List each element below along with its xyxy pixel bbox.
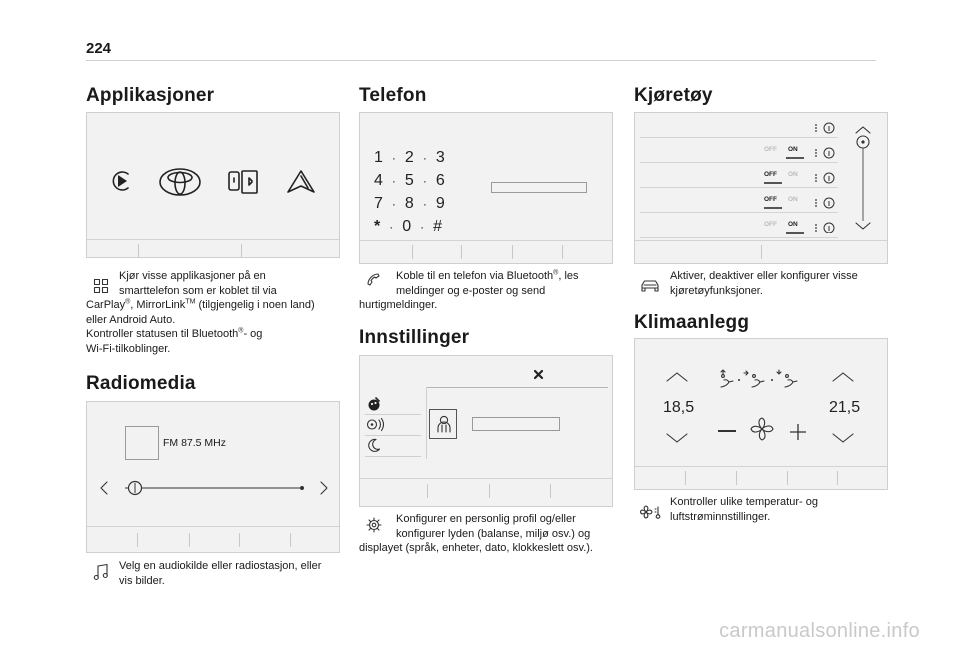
color-palette-icon[interactable] — [367, 397, 381, 411]
vehicle-toggle-2[interactable]: OFF ON — [764, 171, 806, 181]
radio-screen — [86, 401, 340, 553]
apps-title: Applikasjoner — [86, 85, 215, 106]
vehicle-screen — [634, 112, 888, 264]
profile-person-icon — [436, 415, 452, 433]
apps-desc-line: Wi-Fi-tilkoblinger. — [86, 342, 171, 355]
settings-desc-line: Konfigurer en personlig profil og/eller — [396, 513, 576, 525]
night-mode-moon-icon[interactable] — [367, 438, 381, 452]
car-icon — [640, 279, 660, 293]
climate-description — [670, 495, 900, 524]
dial-row-4: * · 0 · # — [374, 218, 443, 235]
temp-left-down-icon[interactable] — [665, 432, 689, 444]
profile-name-field[interactable] — [472, 417, 560, 431]
sound-settings-icon[interactable] — [366, 417, 386, 432]
temp-right-down-icon[interactable] — [831, 432, 855, 444]
temp-right-value: 21,5 — [829, 399, 861, 416]
carplay-icon — [108, 168, 134, 194]
settings-desc-line: displayet (språk, enheter, dato, klokkeslett osv.). — [359, 542, 593, 554]
mirrorlink-icon — [227, 169, 259, 195]
climate-screen — [634, 338, 888, 490]
settings-screen — [359, 355, 613, 507]
phone-title: Telefon — [359, 85, 427, 106]
settings-side-divider — [426, 387, 427, 459]
climate-desc-line: luftstrøminnstillinger. — [670, 510, 771, 523]
vehicle-row-menu-icons[interactable] — [813, 121, 839, 233]
vehicle-toggle-4[interactable]: OFF ON — [764, 221, 806, 231]
phone-desc-line: meldinger og e-poster og send — [396, 284, 546, 297]
vehicle-toggle-1[interactable]: OFF ON — [764, 146, 806, 156]
temp-left-up-icon[interactable] — [665, 371, 689, 383]
apps-screen — [86, 112, 340, 258]
album-art-box — [125, 426, 159, 460]
header-rule — [86, 60, 876, 61]
profile-button[interactable] — [429, 409, 457, 439]
vehicle-scrollbar[interactable] — [853, 125, 873, 231]
apps-desc-line: eller Android Auto. — [86, 313, 176, 326]
vehicle-title: Kjøretøy — [634, 85, 713, 106]
climate-fan-temp-icon — [640, 505, 662, 519]
dial-row-1: 1 · 2 · 3 — [374, 149, 445, 166]
fan-speed-icon[interactable] — [749, 416, 775, 442]
toyota-logo-icon — [158, 167, 202, 197]
apps-desc-line: Kjør visse applikasjoner på en — [119, 270, 266, 282]
airflow-direction-icons[interactable] — [719, 369, 807, 389]
watermark: carmanualsonline.info — [719, 620, 920, 642]
fan-increase-icon[interactable] — [789, 423, 807, 441]
vehicle-desc-line: kjøretøyfunksjoner. — [670, 284, 763, 297]
phone-number-field[interactable] — [491, 182, 587, 193]
apps-desc-line: CarPlay®, MirrorLink™ (tilgjengelig i noen land) — [86, 298, 315, 311]
settings-top-divider — [426, 387, 608, 388]
page-number: 224 — [86, 40, 112, 57]
temp-right-up-icon[interactable] — [831, 371, 855, 383]
frequency-slider[interactable] — [97, 478, 333, 498]
fan-decrease-icon[interactable] — [718, 430, 736, 432]
music-note-icon — [93, 563, 109, 581]
apps-desc-line: smarttelefon som er koblet til via — [119, 284, 277, 297]
settings-description — [359, 512, 629, 556]
radio-title: Radiomedia — [86, 373, 196, 394]
phone-desc-line: hurtigmeldinger. — [359, 299, 438, 311]
vehicle-desc-line: Aktiver, deaktiver eller konfigurer visse — [670, 270, 858, 282]
phone-screen — [359, 112, 613, 264]
vehicle-toggle-3[interactable]: OFF ON — [764, 196, 806, 206]
settings-desc-line: konfigurer lyden (balanse, miljø osv.) og — [396, 527, 591, 540]
dial-row-3: 7 · 8 · 9 — [374, 195, 445, 212]
android-auto-icon — [286, 169, 316, 195]
temp-left-value: 18,5 — [663, 399, 695, 416]
phone-desc-line: Koble til en telefon via Bluetooth®, les — [396, 269, 579, 282]
radio-description — [119, 559, 349, 588]
climate-desc-line: Kontroller ulike temperatur- og — [670, 496, 818, 508]
vehicle-description — [670, 269, 900, 298]
phone-description — [359, 269, 619, 313]
climate-title: Klimaanlegg — [634, 312, 750, 333]
close-icon[interactable] — [533, 369, 544, 380]
apps-desc-line: Kontroller statusen til Bluetooth®- og — [86, 327, 263, 340]
radio-desc-line: Velg en audiokilde eller radiostasjon, eller — [119, 560, 322, 572]
radio-station-label: FM 87.5 MHz — [163, 437, 227, 449]
apps-description — [86, 269, 346, 356]
settings-title: Innstillinger — [359, 327, 470, 348]
radio-desc-line: vis bilder. — [119, 574, 165, 587]
dial-row-2: 4 · 5 · 6 — [374, 172, 445, 189]
